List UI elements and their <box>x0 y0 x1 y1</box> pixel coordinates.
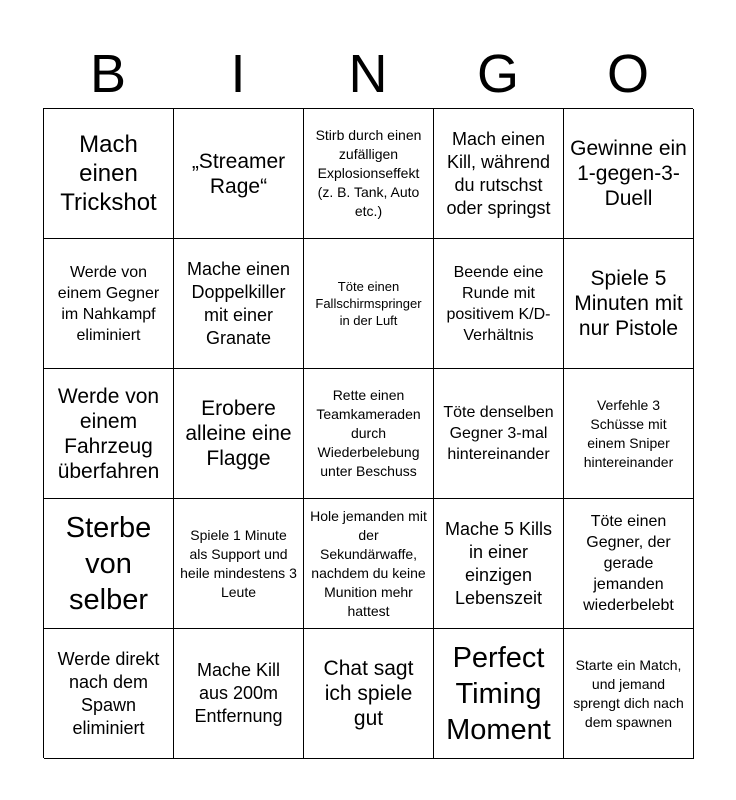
bingo-cell[interactable] <box>44 629 174 759</box>
cell-text: Mache 5 Kills in einer einzigen Lebenszeit <box>444 518 553 608</box>
cell-text: Chat sagt ich spiele gut <box>323 657 414 730</box>
bingo-cell[interactable] <box>174 109 304 239</box>
bingo-cell[interactable] <box>44 109 174 239</box>
cell-text: Mach einen Kill, während du rutschst oder springst <box>446 128 551 218</box>
bingo-cell[interactable] <box>434 109 564 239</box>
cell-text: Erobere alleine eine Flagge <box>185 397 292 470</box>
cell-text: Töte einen Fallschirmspringer in der Luft <box>315 279 422 328</box>
cell-text: Werde von einem Fahrzeug überfahren <box>57 384 160 483</box>
cell-text: Werde von einem Gegner im Nahkampf eliminiert <box>57 263 160 344</box>
cell-text: Spiele 1 Minute als Support und heile mindestens 3 Leute <box>180 526 297 600</box>
cell-text: Mach einen Trickshot <box>60 131 157 216</box>
bingo-cell[interactable] <box>434 239 564 369</box>
bingo-cell[interactable] <box>434 369 564 499</box>
bingo-cell[interactable] <box>174 629 304 759</box>
bingo-cell[interactable] <box>434 629 564 759</box>
cell-text: Verfehle 3 Schüsse mit einem Sniper hintereinander <box>583 396 674 470</box>
bingo-cell[interactable] <box>174 369 304 499</box>
bingo-cell[interactable] <box>304 239 434 369</box>
cell-text: Mache Kill aus 200m Entfernung <box>194 660 283 726</box>
cell-text: Gewinne ein 1-gegen-3-Duell <box>570 137 687 210</box>
bingo-cell[interactable] <box>564 629 694 759</box>
cell-text: Perfect Timing Moment <box>446 641 551 746</box>
bingo-cell[interactable] <box>304 109 434 239</box>
header-letter-n: N <box>348 44 388 104</box>
bingo-header <box>43 40 693 108</box>
bingo-cell[interactable] <box>44 499 174 629</box>
bingo-cell[interactable] <box>174 499 304 629</box>
bingo-cell[interactable] <box>44 369 174 499</box>
cell-text: Spiele 5 Minuten mit nur Pistole <box>574 267 683 340</box>
header-letter-b: B <box>89 44 127 104</box>
bingo-cell[interactable] <box>44 239 174 369</box>
cell-text: „Streamer Rage“ <box>191 149 286 198</box>
cell-text: Beende eine Runde mit positivem K/D-Verhältnis <box>446 263 551 344</box>
bingo-cell[interactable] <box>174 239 304 369</box>
bingo-cell[interactable] <box>304 369 434 499</box>
bingo-cell[interactable] <box>564 499 694 629</box>
bingo-grid <box>43 108 693 758</box>
cell-text: Sterbe von selber <box>65 511 152 616</box>
bingo-cell[interactable] <box>564 369 694 499</box>
cell-text: Rette einen Teamkameraden durch Wiederbelebung unter Beschuss <box>316 387 421 479</box>
header-letter-i: I <box>230 44 246 104</box>
cell-text: Stirb durch einen zufälligen Explosionseffekt (z. B. Tank, Auto etc.) <box>315 127 422 219</box>
header-letter-o: O <box>606 44 649 104</box>
bingo-cell[interactable] <box>304 629 434 759</box>
cell-text: Hole jemanden mit der Sekundärwaffe, nachdem du keine Munition mehr hattest <box>310 507 427 619</box>
bingo-cell[interactable] <box>564 109 694 239</box>
bingo-cell[interactable] <box>434 499 564 629</box>
cell-text: Mache einen Doppelkiller mit einer Granate <box>186 258 291 348</box>
bingo-cell[interactable] <box>304 499 434 629</box>
cell-text: Werde direkt nach dem Spawn eliminiert <box>57 648 160 738</box>
cell-text: Starte ein Match, und jemand sprengt dich nach dem spawnen <box>573 656 684 730</box>
cell-text: Töte einen Gegner, der gerade jemanden wiederbelebt <box>583 513 674 614</box>
cell-text: Töte denselben Gegner 3-mal hintereinander <box>443 404 554 463</box>
bingo-cell[interactable] <box>564 239 694 369</box>
header-letter-g: G <box>476 44 519 104</box>
